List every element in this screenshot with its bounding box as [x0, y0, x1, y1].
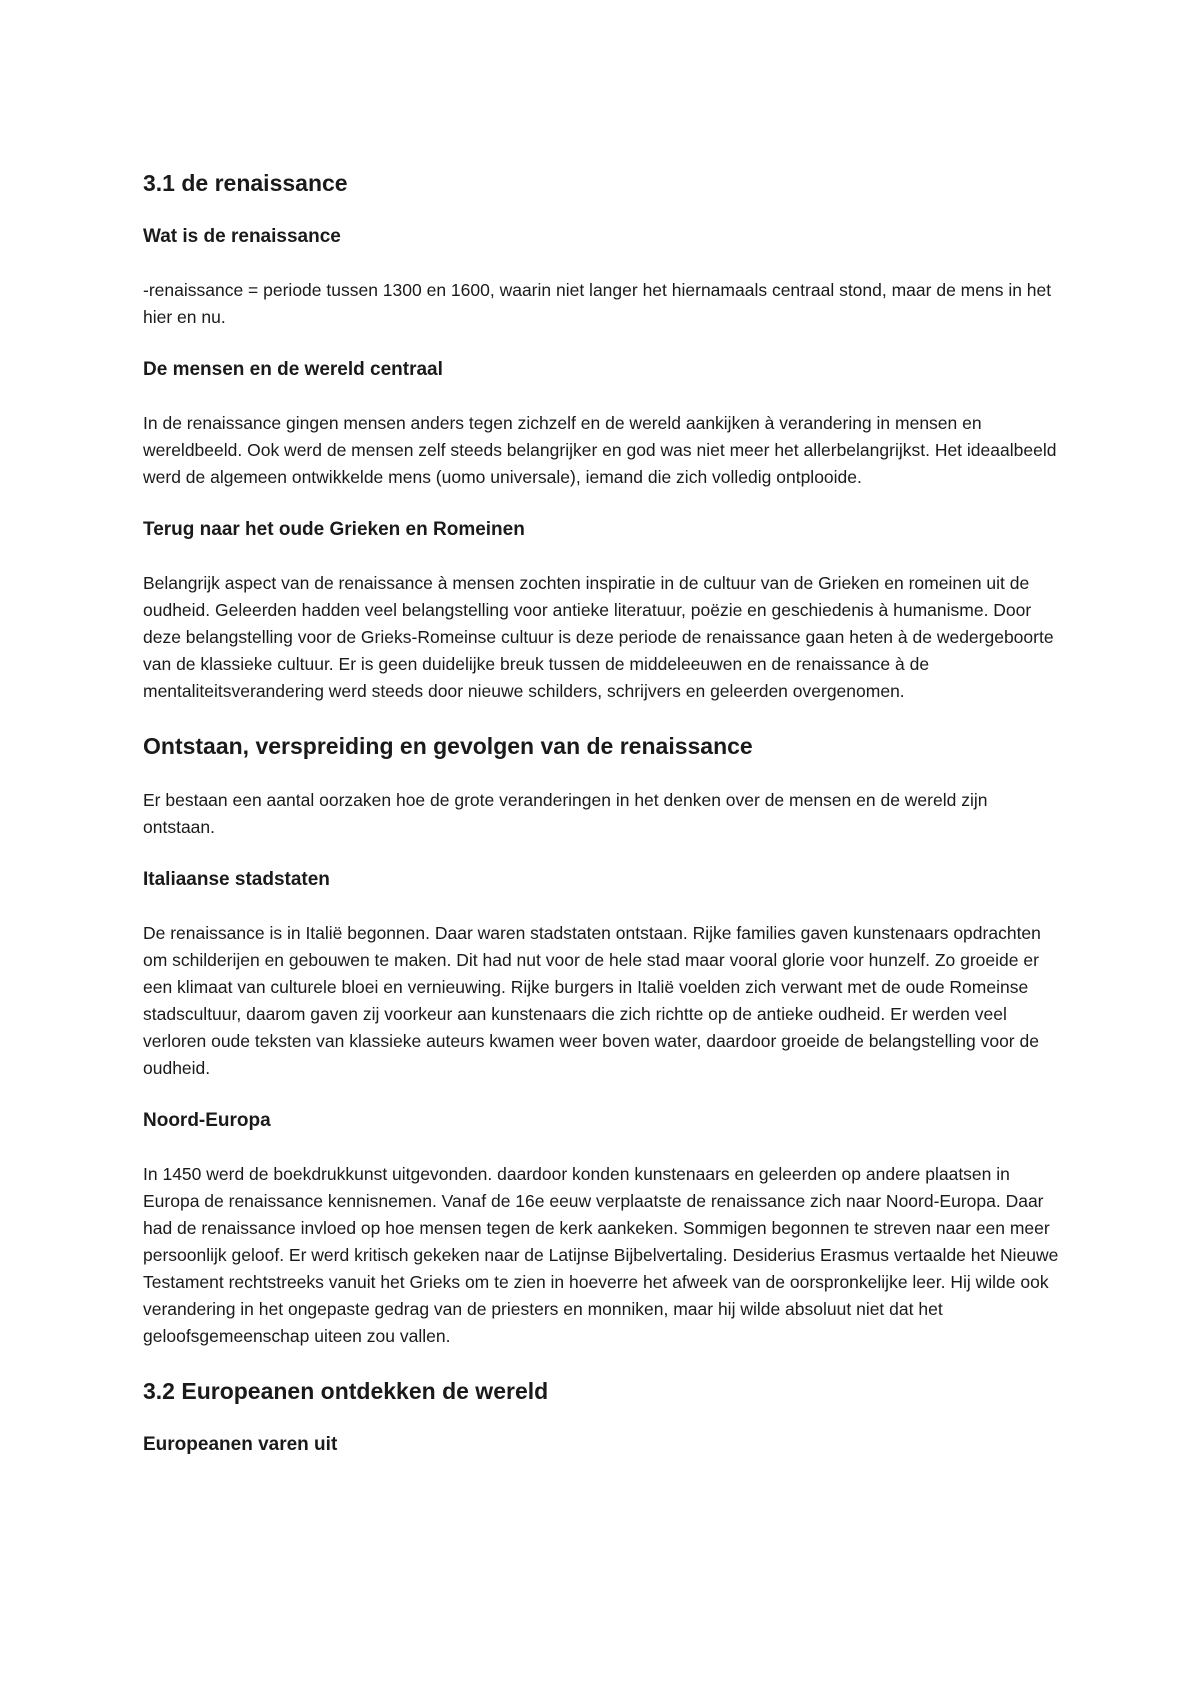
- section-heading-ontstaan: Ontstaan, verspreiding en gevolgen van de renaissance: [143, 733, 753, 759]
- section-heading-renaissance: 3.1 de renaissance: [143, 170, 348, 196]
- subheading-grieken-romeinen: Terug naar het oude Grieken en Romeinen: [143, 519, 525, 540]
- paragraph-definition: -renaissance = periode tussen 1300 en 1600, waarin niet langer het hiernamaals centraal stond, maar de mens in het hier en nu.: [143, 280, 1052, 327]
- paragraph-stadstaten: De renaissance is in Italië begonnen. Daar waren stadstaten ontstaan. Rijke families gaven kunstenaars opdrachten om schilderijen en gebouwen te maken. Dit had nut voor de hele stad maar vooral glorie voor hunzelf. Zo groeide er een klimaat van culturele bloei en vernieuwing. Rijke burgers in Italië voelden zich verwant met de oude Romeinse stadscultuur, daarom gaven zij voorkeur aan kunstenaars die zich richtte op de antieke oudheid. Er werden veel verloren oude teksten van klassieke auteurs kwamen weer boven water, daardoor groeide de belangstelling voor de oudheid.: [143, 923, 1041, 1078]
- subheading-stadstaten: Italiaanse stadstaten: [143, 869, 330, 890]
- paragraph-oorzaken: Er bestaan een aantal oorzaken hoe de grote veranderingen in het denken over de mensen en de wereld zijn ontstaan.: [143, 790, 988, 837]
- paragraph-noord-europa: In 1450 werd de boekdrukkunst uitgevonden. daardoor konden kunstenaars en geleerden op andere plaatsen in Europa de renaissance kennisnemen. Vanaf de 16e eeuw verplaatste de renaissance zich naar Noord-Europa. Daar had de renaissance invloed op hoe mensen tegen de kerk aankeken. Sommigen begonnen te streven naar een meer persoonlijk geloof. Er werd kritisch gekeken naar de Latijnse Bijbelvertaling. Desiderius Erasmus vertaalde het Nieuwe Testament rechtstreeks vanuit het Grieks om te zien in hoeverre het afweek van de oorspronkelijke leer. Hij wilde ook verandering in het ongepaste gedrag van de priesters en monniken, maar hij wilde absoluut niet dat het geloofsgemeenschap uiteen zou vallen.: [143, 1164, 1059, 1346]
- subheading-wat-is: Wat is de renaissance: [143, 226, 341, 247]
- subheading-varen-uit: Europeanen varen uit: [143, 1434, 338, 1455]
- paragraph-mensen-centraal: In de renaissance gingen mensen anders tegen zichzelf en de wereld aankijken à verandering in mensen en wereldbeeld. Ook werd de mensen zelf steeds belangrijker en god was niet meer het allerbelangrijkst. Het ideaalbeeld werd de algemeen ontwikkelde mens (uomo universale), iemand die zich volledig ontplooide.: [143, 413, 1057, 487]
- subheading-noord-europa: Noord-Europa: [143, 1110, 271, 1131]
- document-page: [143, 168, 1063, 1485]
- paragraph-grieken-romeinen: Belangrijk aspect van de renaissance à mensen zochten inspiratie in de cultuur van de Grieken en romeinen uit de oudheid. Geleerden hadden veel belangstelling voor antieke literatuur, poëzie en geschiedenis à humanisme. Door deze belangstelling voor de Grieks-Romeinse cultuur is deze periode de renaissance gaan heten à de wedergeboorte van de klassieke cultuur. Er is geen duidelijke breuk tussen de middeleeuwen en de renaissance à de mentaliteitsverandering werd steeds door nieuwe schilders, schrijvers en geleerden overgenomen.: [143, 573, 1054, 701]
- subheading-mensen-centraal: De mensen en de wereld centraal: [143, 359, 443, 380]
- section-heading-europeanen: 3.2 Europeanen ontdekken de wereld: [143, 1378, 549, 1404]
